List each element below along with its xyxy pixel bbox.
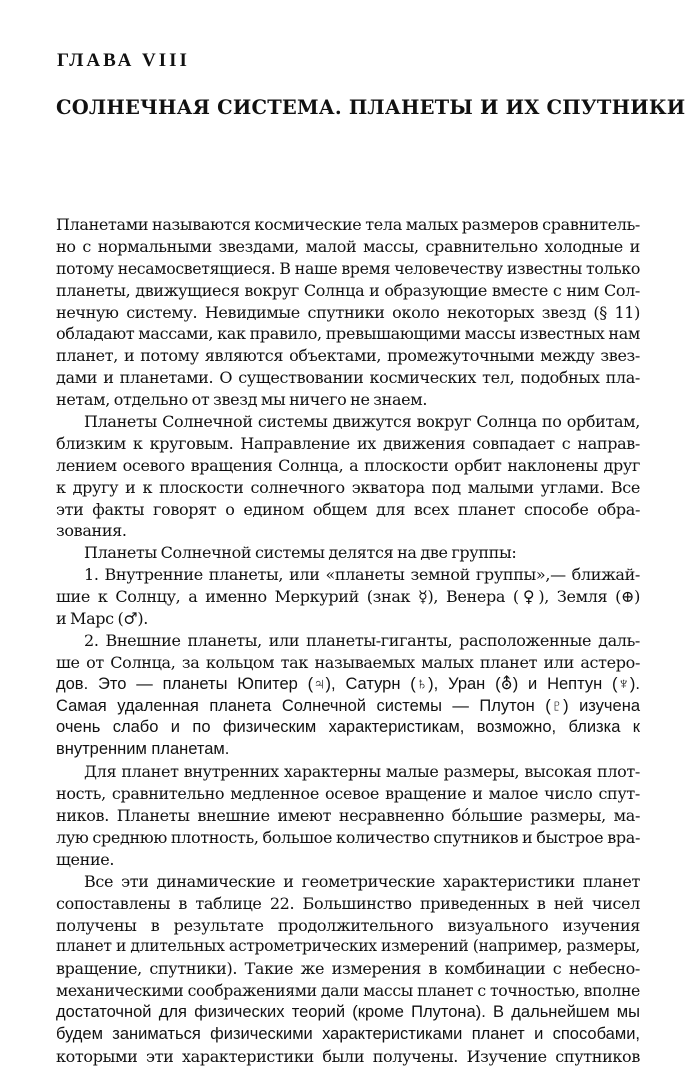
text-line: зования.	[56, 521, 127, 541]
text-line: лением осевого вращения Солнца, а плоскости орбит наклонены друг	[56, 455, 640, 475]
text-line: ше от Солнца, за кольцом так называемых малых планет или астеро-	[56, 652, 640, 672]
text-line: Самая удаленная планета Солнечной системы — Плутон (♇) изучена	[56, 696, 640, 715]
text-line: будем заниматься физическими характеристиками планет и способами,	[56, 1024, 640, 1043]
text-line: Планеты Солнечной системы делятся на две группы:	[84, 543, 517, 563]
text-line: щение.	[56, 849, 115, 869]
text-line: внутренним планетам.	[56, 740, 230, 759]
text-line: Планеты Солнечной системы движутся вокруг Солнца по орбитам,	[84, 412, 640, 432]
text-line: нетам, отдельно от звезд мы ничего не знаем.	[56, 390, 428, 410]
text-line: планеты, движущиеся вокруг Солнца и образующие вместе с ним Сол-	[56, 280, 640, 300]
text-line: Планетами называются космические тела малых размеров сравнитель-	[56, 215, 640, 234]
text-line: эти факты говорят о едином общем для всех планет способе обра-	[56, 499, 640, 519]
text-line: 2. Внешние планеты, или планеты-гиганты, расположенные даль-	[84, 630, 640, 650]
text-line: ников. Планеты внешние имеют несравненно бóльшие размеры, ма-	[56, 806, 640, 826]
text-line: планет и длительных астрометрических измерений (например, размеры,	[56, 937, 640, 956]
chapter-title: СОЛНЕЧНАЯ СИСТЕМА. ПЛАНЕТЫ И ИХ СПУТНИКИ	[56, 96, 686, 119]
text-line: которыми эти характеристики были получены. Изучение спутников	[56, 1046, 640, 1066]
text-line: механическими соображениями дали массы планет с точностью, вполне	[56, 981, 640, 1001]
text-line: шие к Солнцу, а именно Меркурий (знак ☿), Венера (♀), Земля (⊕)	[56, 587, 640, 607]
chapter-label: ГЛАВА VIII	[57, 50, 190, 71]
text-line: 1. Внутренние планеты, или «планеты земной группы»,— ближай-	[84, 565, 640, 585]
text-line: получены в результате продолжительного визуального изучения	[56, 915, 640, 935]
text-line: дами и планетами. О существовании космических тел, подобных пла-	[56, 368, 640, 388]
text-line: и Марс (♂).	[56, 609, 149, 629]
text-line: очень слабо и по физическим характеристикам, возможно, близка к	[56, 718, 640, 737]
text-line: Все эти динамические и геометрические характеристики планет	[84, 871, 640, 891]
text-line: дов. Это — планеты Юпитер (♃), Сатурн (♄), Уран (⛢) и Нептун (♆).	[56, 674, 640, 693]
text-line: к другу и к плоскости солнечного экватора под малыми углами. Все	[56, 477, 640, 497]
text-line: ность, сравнительно медленное осевое вращение и малое число спут-	[56, 784, 640, 804]
text-line: вращение, спутники). Такие же измерения в комбинации с небесно-	[56, 959, 640, 979]
text-line: близким к круговым. Направление их движения совпадает с направ-	[56, 433, 640, 453]
text-line: потому несамосветящиеся. В наше время человечеству известны только	[56, 258, 640, 278]
text-line: нечную систему. Невидимые спутники около некоторых звезд (§ 11)	[56, 302, 640, 322]
text-line: достаточной для физических теорий (кроме Плутона). В дальнейшем мы	[56, 1003, 640, 1022]
text-line: но с нормальными звездами, малой массы, сравнительно холодные и	[56, 236, 640, 256]
text-line: лую среднюю плотность, большое количество спутников и быстрое вра-	[56, 827, 640, 847]
text-line: планет, и потому являются объектами, промежуточными между звез-	[56, 346, 640, 366]
body-text	[56, 214, 640, 1068]
text-line: обладают массами, как правило, превышающими массы известных нам	[56, 324, 640, 344]
text-line: Для планет внутренних характерны малые размеры, высокая плот-	[84, 762, 640, 782]
text-line: сопоставлены в таблице 22. Большинство приведенных в ней чисел	[56, 893, 640, 913]
